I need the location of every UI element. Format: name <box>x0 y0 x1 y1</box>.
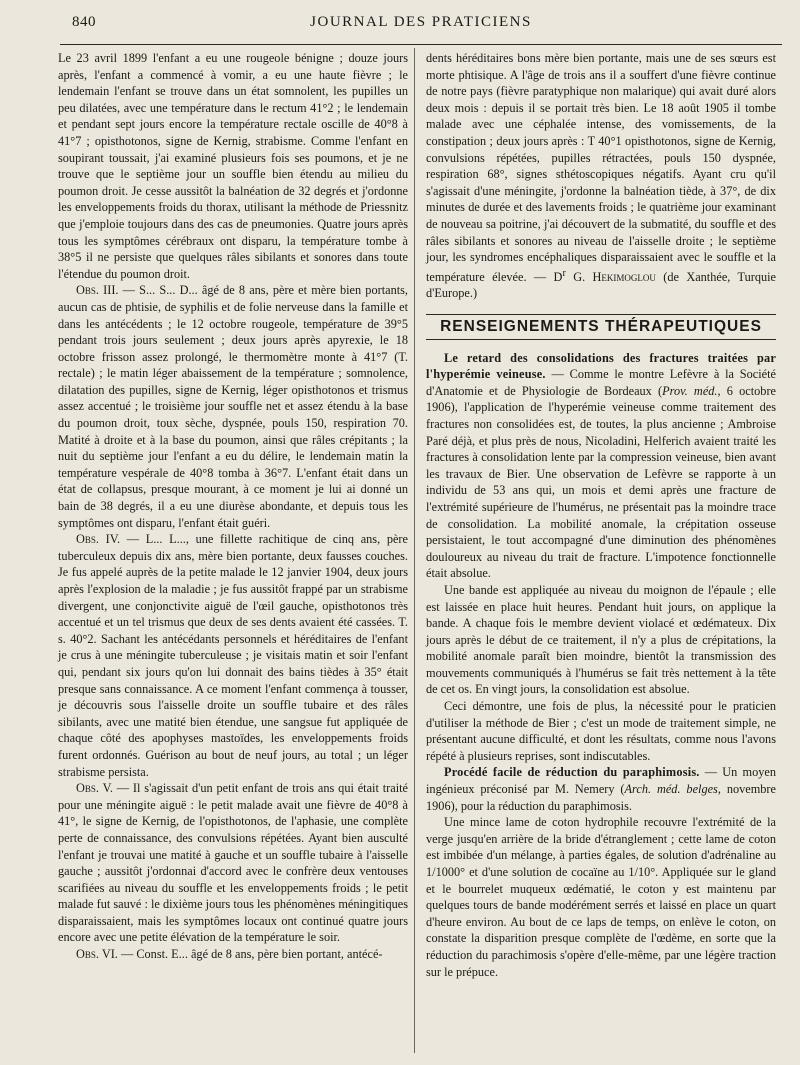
article-paragraph: Une bande est appliquée au niveau du moignon de l'épaule ; elle est laissée en place huit heures. Pendant huit jours, on applique la bande. A chaque fois le membre devient violacé et œdémateux. Dix jours après le début de ce traitement, il n'y a plus de crépitations, la mobilité anomale paraît bien moindre, bientôt la transmission des mouvements communiqués à l'humérus se fait très nettement à la tête de cet os. En vingt jours, la consolidation est absolue. <box>426 582 776 697</box>
observation-text: — L... L..., une fillette rachitique de cinq ans, père tuberculeux depuis dix ans, mère bien portante, deux fausses couches. Je fus appelé auprès de la petite malade le 12 janvier 1904, deux jours après l'explosion de la maladie ; je fus aussitôt frappé par un strabisme divergent, une conjonctivite aiguë de l'œil gauche, opisthotonos très accentué et un tel trismus que deux de ses dents avaient été cassées. T. s. 40°2. Sachant les antécédants personnels et héréditaires de l'enfant je crus à une méningite tuberculeuse ; je visitais matin et soir l'enfant qui, pendant six jours qu'on lui donnait des bains tièdes à 35° était presque sans connaissance. A ce moment l'enfant commença à tousser, je découvris sous l'aisselle droite un souffle tubaire et des râles sibilants, avec une matité bien étendue, une sangsue fut appliquée de chaque côté des apophyses mastoïdes, les enveloppements froids furent ordonnés. Guérison au bout de neuf jours, au total ; un léger strabisme persista. <box>58 532 408 779</box>
observation-text: — Const. E... âgé de 8 ans, père bien portant, antécé- <box>117 947 383 962</box>
page-header <box>60 14 782 40</box>
observation-4 <box>58 531 408 780</box>
section-title: RENSEIGNEMENTS THÉRAPEUTIQUES <box>426 314 776 340</box>
observation-5 <box>58 780 408 946</box>
article-text: , 6 octobre 1906), l'application de l'hyperémie veineuse comme traitement des fractures non consolidées est, de toutes, la plus ancienne ; Ambroise Paré déjà, et plus près de nous, Nicoladini, Helferich avaient traité les fractures à consolidation lente par la compression veineuse, bien avant les travaux de Bier. Une observation de Lefèvre se rapporte à un individu de 53 ans qui, un mois et demi après une fracture de l'extrémité supérieure de l'humérus, ne présentait pas la moindre trace de consolidation. La mobilité anomale, la crépitation osseuse persistaient, le tout accompagné d'une diminution des phénomènes douloureux au niveau du trait de fracture. L'impotence fonctionnelle était absolue. <box>426 383 776 581</box>
observation-label: Obs. VI. <box>76 947 118 962</box>
column-divider <box>414 48 415 1053</box>
observation-label: Obs. III. <box>76 283 119 298</box>
page-number: 840 <box>72 14 96 30</box>
article-title: Le retard des consolidations des fractures traitées par l'hyperémie veineuse. <box>426 350 776 382</box>
observation-6 <box>58 946 408 963</box>
header-rule <box>60 44 782 45</box>
article-title: Procédé facile de réduction du paraphimosis. <box>444 765 700 780</box>
article-text: — Comme le montre Lefèvre à la Société d'Anatomie et de Physiologie de Bordeaux ( <box>426 367 776 398</box>
article-retard <box>426 350 776 582</box>
article-text: — Un moyen ingénieux préconisé par M. Nemery ( <box>426 765 776 797</box>
article-paragraph: Ceci démontre, une fois de plus, la nécessité pour le praticien d'utiliser la méthode de Bier ; c'est un mode de traitement simple, ne présentant aucune difficulté, et dont les résultats, comme nous l'avons répété à plusieurs reprises, sont indiscutables. <box>426 699 776 763</box>
observation-3 <box>58 282 408 531</box>
author-title-superscript: r <box>562 267 566 279</box>
observation-text: — S... S... D... âgé de 8 ans, père et mère bien portants, aucun cas de phtisie, de syphilis et de folie nerveuse dans la famille et dans les antécédents ; le 12 octobre rougeole, température de 39°5 pendant trois jours seulement ; deux jours après apyrexie, le 18 octobre frisson assez prolongé, le thermomètre monte à 41°7 (T. rectale) ; le matin léger abaissement de la température ; somnolence, dilatation des pupilles, signe de Kernig, léger opisthotonos et trismus assez accentué ; le troisième jour souffle net et assez étendu à la base du poumon droit, toux sèche, dyspnée, pouls 150, respiration 70. Matité à droite et à la base du poumon, ainsi que râles crépitants ; la nuit du septième jour l'enfant a eu du délire, le lendemain matin la température vespérale de 40°8 tomba à 36°7. L'enfant était dans un état de collapsus, presque mourant, à ce moment je lui ai donné un bain de 38 degrés, il a eu une diurèse abondante, et depuis tous les symptômes ont disparu, l'enfant était guéri. <box>58 283 408 530</box>
case-paragraph: Le 23 avril 1899 l'enfant a eu une rougeole bénigne ; douze jours après, l'enfant a commencé à vomir, a eu une haute fièvre ; le lendemain l'enfant se trouve dans un état somnolent, les pupilles un peu dilatées, avec une température dans le rectum 41°2 ; le lendemain et pendant sept jours encore la température rectale oscille de 40°8 à 41°7 ; opisthotonos, signe de Kernig, strabisme. Comme l'enfant en soupirant toussait, j'ai examiné plusieurs fois ses poumons, et je ne trouve que le septième jour un souffle bien étendu au milieu du poumon droit. Je cesse aussitôt la balnéation de 32 degrés et j'ordonne les enveloppements froids du thorax, utilisant la méthode de Priessnitz que j'emploie toujours dans des cas de pneumonies. Quatre jours après tous les symptômes cérébraux ont disparu, la température tombe à 38°5 il ne persiste que quelques râles sibilants et sonores dans toute l'étendue du poumon droit. <box>58 51 408 281</box>
observation-label: Obs. V. <box>76 781 113 796</box>
journal-reference: Prov. méd. <box>662 383 718 398</box>
observation-6-continued <box>426 50 776 302</box>
article-text: , novembre 1906), pour la réduction du paraphimosis. <box>426 782 776 813</box>
observation-text: — Il s'agissait d'un petit enfant de trois ans qui était traité pour une méningite aiguë : le petit malade avait une fièvre de 40°8 à 41°, le signe de Kernig, de l'opisthotonos, de l'aphasie, une complète perte de connaissance, des convulsions répétées. Ayant bien ausculté l'enfant je trouvai une matité à gauche et un souffle tubaire à l'aisselle gauche ; aussitôt j'ordonnai d'accord avec le confrère deux ventouses scarifiées au niveau du souffle et les enveloppements froids ; le petit malade fut sauvé : le dixième jours tous les phénomènes méningitiques disparaissaient, mais les symptômes locaux ont continué quatre jours encore avec une petite élévation de la température le soir. <box>58 781 408 945</box>
observation-text: dents héréditaires bons mère bien portante, mais une de ses sœurs est morte phtisique. A l'âge de trois ans il a souffert d'une fièvre continue de notre pays (fièvre paratyphique non malarique) qui avait duré alors deux mois : depuis il se portait très bien. Le 18 août 1905 il tombe malade avec une céphalée intense, des vomissements, de la constipation ; deux jours après : T 40°1 opisthotonos, signe de Kernig, convulsions répétées, pupilles rétractées, pouls 150 dyspnée, respiration 68°, signes sthétoscopiques négatifs. Ayant cru qu'il s'agissait d'une méningite, j'ordonne la balnéation tiède, à 37°, de dix minutes de durée et des lavements froids ; le quatrième jour examinant de nouveau sa poitrine, j'ai découvert de la submatité, du souffle et des râles sibilants et sonores au niveau de l'aisselle droite ; le septième jour, les syndromes encéphaliques disparaissaient avec le souffle et la température élevée. — D <box>426 51 776 284</box>
author-name: G. Hekimoglou <box>565 269 656 284</box>
article-paragraph: Une mince lame de coton hydrophile recouvre l'extrémité de la verge jusqu'en arrière de la bride d'étranglement ; cette lame de coton est imbibée d'un mélange, à parties égales, de solution d'adrénaline au 1/1000° et d'une solution de cocaïne au 1/10°. Appliquée sur le gland et le bourrelet muqueux œdématié, le coton y est maintenu par quelques tours de bande modérément serrés et laissé en place un quart d'heure environ. Au bout de ce laps de temps, on enlève le coton, on constate la disparition presque complète de l'œdème, en sorte que la réduction du parachimosis s'opère d'elle-même, par une légère traction sur le prépuce. <box>426 815 776 979</box>
article-procede <box>426 764 776 814</box>
author-place: (de Xanthée, Turquie d'Europe.) <box>426 269 776 301</box>
running-title: JOURNAL DES PRATICIENS <box>310 14 532 30</box>
left-column <box>58 50 408 963</box>
right-column <box>426 50 776 980</box>
observation-label: Obs. IV. <box>76 532 121 547</box>
journal-reference: Arch. méd. belges <box>624 782 718 797</box>
